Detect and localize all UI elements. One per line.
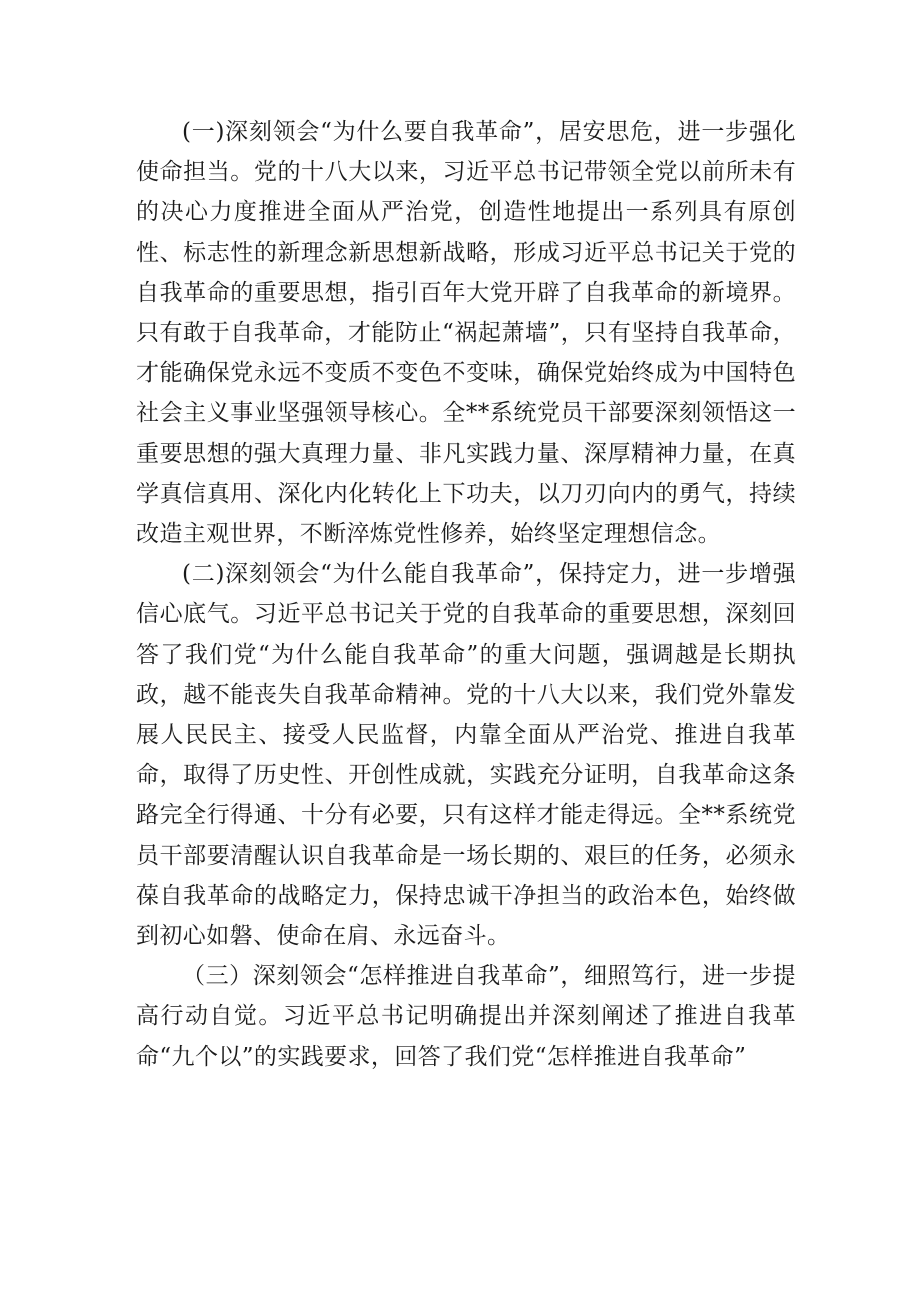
document-body [136,112,796,1077]
paragraph-one: (一)深刻领会“为什么要自我革命”，居安思危，进一步强化使命担当。党的十八大以来，习近平总书记带领全党以前所未有的决心力度推进全面从严治党，创造性地提出一系列具有原创性、标志性的新理念新思想新战略，形成习近平总书记关于党的自我革命的重要思想，指引百年大党开辟了自我革命的新境界。只有敢于自我革命，才能防止“祸起萧墙”，只有坚持自我革命，才能确保党永远不变质不变色不变味，确保党始终成为中国特色社会主义事业坚强领导核心。全**系统党员干部要深刻领悟这一重要思想的强大真理力量、非凡实践力量、深厚精神力量，在真学真信真用、深化内化转化上下功夫，以刀刃向内的勇气，持续改造主观世界，不断淬炼党性修养，始终坚定理想信念。 [136,119,796,548]
paragraph-three: （三）深刻领会“怎样推进自我革命”，细照笃行，进一步提高行动自觉。习近平总书记明确提出并深刻阐述了推进自我革命“九个以”的实践要求，回答了我们党“怎样推进自我革命” [136,963,796,1070]
paragraph-two: (二)深刻领会“为什么能自我革命”，保持定力，进一步增强信心底气。习近平总书记关于党的自我革命的重要思想，深刻回答了我们党“为什么能自我革命”的重大问题，强调越是长期执政，越不能丧失自我革命精神。党的十八大以来，我们党外靠发展人民民主、接受人民监督，内靠全面从严治党、推进自我革命，取得了历史性、开创性成就，实践充分证明，自我革命这条路完全行得通、十分有必要，只有这样才能走得远。全**系统党员干部要清醒认识自我革命是一场长期的、艰巨的任务，必须永葆自我革命的战略定力，保持忠诚干净担当的政治本色，始终做到初心如磐、使命在肩、永远奋斗。 [136,561,796,950]
